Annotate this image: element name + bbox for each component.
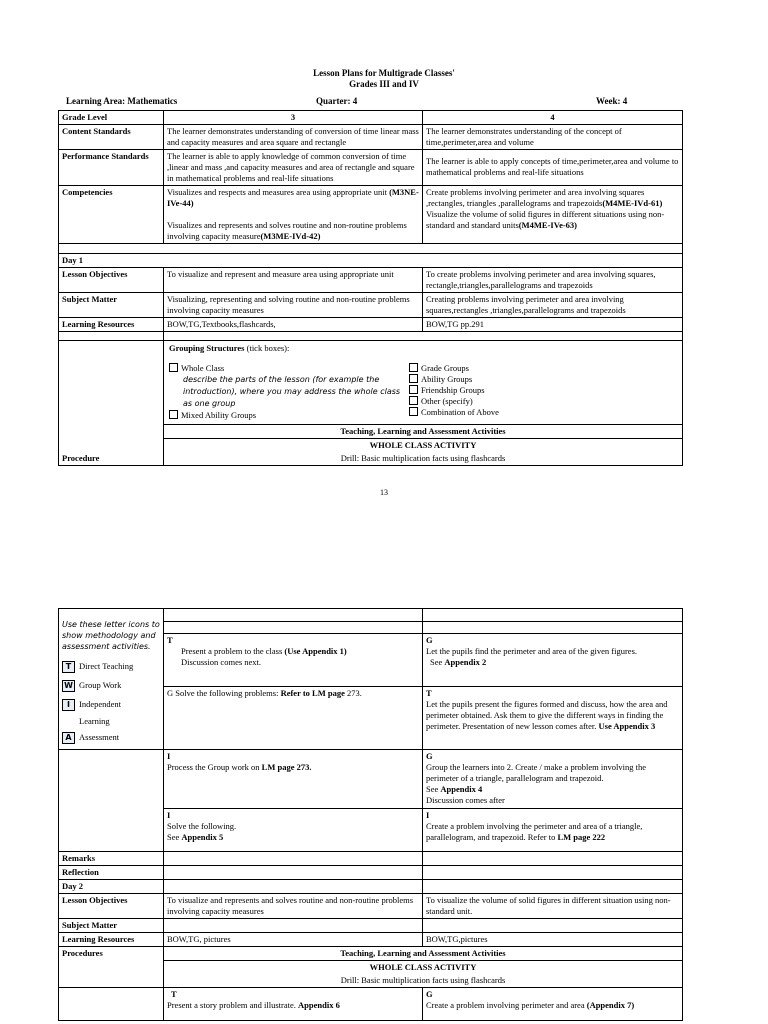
friendship-groups-label: Friendship Groups — [421, 385, 485, 395]
competency-g4b-code: (M4ME-IVe-63) — [518, 220, 578, 230]
lesson-objectives-label: Lesson Objectives — [59, 268, 164, 293]
direct-teaching-icon: T — [62, 661, 75, 673]
appendix-ref: Appendix 6 — [298, 1000, 340, 1010]
table-row — [59, 293, 683, 318]
combination-checkbox[interactable] — [409, 407, 418, 416]
day-2-label: Day 2 — [59, 880, 164, 894]
activity-text: Group the learners into 2. Create / make a problem involving the perimeter of a triangle, parallelogram and trapezoid. — [426, 762, 646, 783]
activity-text: Process the Group work on — [167, 762, 262, 772]
week: Week: 4 — [596, 96, 628, 106]
lm-ref: LM page 273. — [261, 762, 312, 772]
table-row — [59, 866, 683, 880]
page-title: Lesson Plans for Multigrade Classes' — [313, 68, 455, 78]
legend-direct-teaching: Direct Teaching — [79, 661, 134, 671]
competencies-label: Competencies — [59, 186, 164, 244]
table-row — [59, 125, 683, 150]
page-number: 13 — [380, 488, 388, 497]
activity-text: Solve the following. — [167, 821, 237, 831]
activity-g4-1 — [423, 634, 683, 687]
competency-g3a-code: (M3NE-IVe-44) — [167, 187, 419, 208]
lesson-plan-table-1 — [58, 110, 683, 466]
activity-tag: I — [167, 751, 171, 761]
lesson-plan-table-2 — [58, 608, 683, 1021]
grouping-title: Grouping Structures — [169, 343, 245, 353]
whole-class-label: Whole Class — [181, 363, 225, 373]
ability-groups-checkbox[interactable] — [409, 374, 418, 383]
activity-g3-4 — [164, 809, 423, 852]
activity-g4-2 — [423, 687, 683, 750]
activity-text: Present a problem to the class — [181, 646, 285, 656]
grade-groups-checkbox[interactable] — [409, 363, 418, 372]
whole-class-checkbox[interactable] — [169, 363, 178, 372]
table-row — [59, 809, 683, 852]
day2-procedures-label: Procedures — [59, 947, 164, 988]
table-row — [59, 894, 683, 919]
whole-class-activity-heading: WHOLE CLASS ACTIVITY — [164, 439, 683, 453]
learning-resources-g3: BOW,TG,Textbooks,flashcards, — [164, 318, 423, 332]
table-row — [59, 254, 683, 268]
reflection-label: Reflection — [59, 866, 164, 880]
activity-g4-3 — [423, 750, 683, 809]
mixed-ability-label: Mixed Ability Groups — [181, 410, 257, 420]
table-row — [59, 318, 683, 332]
page-subtitle: Grades III and IV — [349, 79, 419, 89]
other-checkbox[interactable] — [409, 396, 418, 405]
performance-standards-g4: The learner is able to apply concepts of time,perimeter,area and volume to mathematical problems and real-life situations — [423, 150, 683, 186]
lm-ref: LM page 222 — [557, 832, 606, 842]
day2-wca-heading: WHOLE CLASS ACTIVITY — [164, 961, 683, 975]
subject-matter-label: Subject Matter — [59, 293, 164, 318]
table-row — [59, 880, 683, 894]
activity-g4-4 — [423, 809, 683, 852]
competency-g4a-code: (M4ME-IVd-61) — [602, 198, 663, 208]
legend-independent: Independent — [79, 699, 122, 709]
activity-tag: G — [426, 635, 433, 645]
activity-text: Present a story problem and illustrate. — [167, 1000, 299, 1010]
activity-text: Discussion comes next. — [181, 657, 262, 667]
activity-g3-3 — [164, 750, 423, 809]
activity-text: G Solve the following problems: — [167, 688, 281, 698]
friendship-groups-checkbox[interactable] — [409, 385, 418, 394]
content-standards-g3: The learner demonstrates understanding of conversion of time linear mass and capacity measures and area square and rectangle — [164, 125, 423, 150]
activity-tag: G — [426, 751, 433, 761]
legend-group-work: Group Work — [79, 680, 122, 690]
performance-standards-g3: The learner is able to apply knowledge of common conversion of time ,linear and mass ,and capacity measures and area of rectangle and square in mathematical problems and real-life situations — [164, 150, 423, 186]
grade-4-header: 4 — [423, 111, 683, 125]
activity-text: Create a problem involving the perimeter and area of a triangle, parallelogram, and trapezoid. Refer to — [426, 821, 643, 842]
competency-g3a: Visualizes and respects and measures area using appropriate unit — [167, 187, 390, 197]
lesson-objectives-g3: To visualize and represent and measure area using appropriate unit — [164, 268, 423, 293]
activity-text: See — [430, 657, 445, 667]
competency-g4b: Visualize the volume of solid figures in different situations using non-standard and standard units — [426, 209, 665, 230]
competency-g3b-code: (M3ME-IVd-42) — [260, 231, 321, 241]
grouping-note: (tick boxes): — [244, 343, 290, 353]
competencies-g4 — [423, 186, 683, 244]
activity-g3-2 — [164, 687, 423, 750]
activity-tag: T — [426, 688, 432, 698]
activity-tag: I — [426, 810, 430, 820]
appendix-ref: Appendix 4 — [440, 784, 483, 794]
table-row — [59, 947, 683, 961]
day2-learning-resources-label: Learning Resources — [59, 933, 164, 947]
methodology-legend — [59, 609, 164, 750]
learning-resources-label: Learning Resources — [59, 318, 164, 332]
activity-tag: T — [171, 989, 177, 999]
legend-learning: Learning — [79, 716, 110, 726]
table-row — [59, 244, 683, 254]
ability-groups-label: Ability Groups — [421, 374, 473, 384]
day2-drill-text: Drill: Basic multiplication facts using flashcards — [164, 974, 683, 988]
activity-tag: G — [426, 989, 433, 999]
group-work-icon: W — [62, 680, 75, 692]
grade-3-header: 3 — [164, 111, 423, 125]
appendix-ref: (Appendix 7) — [586, 1000, 635, 1010]
legend-assessment: Assessment — [79, 732, 120, 742]
appendix-ref: Use Appendix 3 — [598, 721, 656, 731]
activity-text: Create a problem involving perimeter and area — [426, 1000, 587, 1010]
table-row — [59, 111, 683, 125]
activity-text: See — [426, 784, 441, 794]
other-label: Other (specify) — [421, 396, 473, 406]
day-1-label: Day 1 — [59, 254, 683, 268]
activity-g3-1 — [164, 634, 423, 687]
activity-text: 273. — [346, 688, 362, 698]
competency-g4a: Create problems involving perimeter and area involving squares ,rectangles, triangles ,parallelograms and trapezoids — [426, 187, 645, 208]
table-row — [59, 919, 683, 933]
table-row — [59, 186, 683, 244]
assessment-icon: A — [62, 732, 75, 744]
table-row — [59, 988, 683, 1021]
activity-tag: I — [167, 810, 171, 820]
table-row — [59, 268, 683, 293]
appendix-ref: Appendix 5 — [181, 832, 224, 842]
subject-matter-g4: Creating problems involving perimeter and area involving squares,rectangles ,triangles,parallelograms and trapezoids — [423, 293, 683, 318]
grade-groups-label: Grade Groups — [421, 363, 469, 373]
day2-tla-heading: Teaching, Learning and Assessment Activities — [164, 947, 683, 961]
activity-text: See — [167, 832, 182, 842]
remarks-label: Remarks — [59, 852, 164, 866]
grouping-structures — [164, 341, 683, 425]
performance-standards-label: Performance Standards — [59, 150, 164, 186]
grade-level-label: Grade Level — [59, 111, 164, 125]
table-row — [59, 609, 683, 622]
table-row — [59, 150, 683, 186]
lm-ref: Refer to LM page — [280, 688, 347, 698]
activity-tag: T — [167, 635, 173, 645]
quarter: Quarter: 4 — [316, 96, 358, 106]
mixed-ability-checkbox[interactable] — [169, 410, 178, 419]
table-row — [59, 341, 683, 425]
day2-lesson-objectives-label: Lesson Objectives — [59, 894, 164, 919]
lesson-objectives-g4: To create problems involving perimeter and area involving squares, rectangle,triangles,parallelograms and trapezoids — [423, 268, 683, 293]
independent-learning-icon: I — [62, 699, 75, 711]
day2-lesson-objectives-g3: To visualize and represents and solves routine and non-routine problems involving capacity measures — [164, 894, 423, 919]
learning-resources-g4: BOW,TG pp.291 — [423, 318, 683, 332]
legend-intro: Use these letter icons to show methodology and assessment activities. — [62, 620, 160, 651]
drill-text: Drill: Basic multiplication facts using flashcards — [164, 452, 683, 466]
competency-g3b: Visualizes and represents and solves routine and non-routine problems involving capacity measure — [167, 220, 407, 241]
activity-text: Discussion comes after — [426, 795, 505, 805]
activity-text: Let the pupils find the perimeter and area of the given figures. — [426, 646, 638, 656]
learning-area: Learning Area: Mathematics — [66, 96, 178, 106]
activity-text: Let the pupils present the figures formed and discuss, how the area and perimeter obtained. Ask them to give the different ways in finding the perimeter. Presentation of new lesson comes after. — [426, 699, 668, 731]
competencies-g3 — [164, 186, 423, 244]
content-standards-label: Content Standards — [59, 125, 164, 150]
whole-class-description: describe the parts of the lesson (for example the introduction), where you may address the whole class as one group — [183, 375, 401, 408]
subject-matter-g3: Visualizing, representing and solving routine and non-routine problems involving capacity measures — [164, 293, 423, 318]
day2-activity-g3 — [164, 988, 423, 1021]
day2-lesson-objectives-g4: To visualize the volume of solid figures in different situation using non-standard unit. — [423, 894, 683, 919]
combination-label: Combination of Above — [421, 407, 499, 417]
day2-activity-g4 — [423, 988, 683, 1021]
day2-subject-matter-label: Subject Matter — [59, 919, 164, 933]
table-row — [59, 750, 683, 809]
table-row — [59, 933, 683, 947]
procedure-label: Procedure — [59, 341, 164, 466]
table-row — [59, 852, 683, 866]
table-row — [59, 332, 683, 341]
content-standards-g4: The learner demonstrates understanding of the concept of time,perimeter,area and volume — [423, 125, 683, 150]
appendix-ref: Appendix 2 — [444, 657, 487, 667]
day2-learning-resources-g3: BOW,TG, pictures — [164, 933, 423, 947]
day2-learning-resources-g4: BOW,TG,pictures — [423, 933, 683, 947]
appendix-ref: (Use Appendix 1) — [284, 646, 347, 656]
tla-heading: Teaching, Learning and Assessment Activities — [164, 425, 683, 439]
